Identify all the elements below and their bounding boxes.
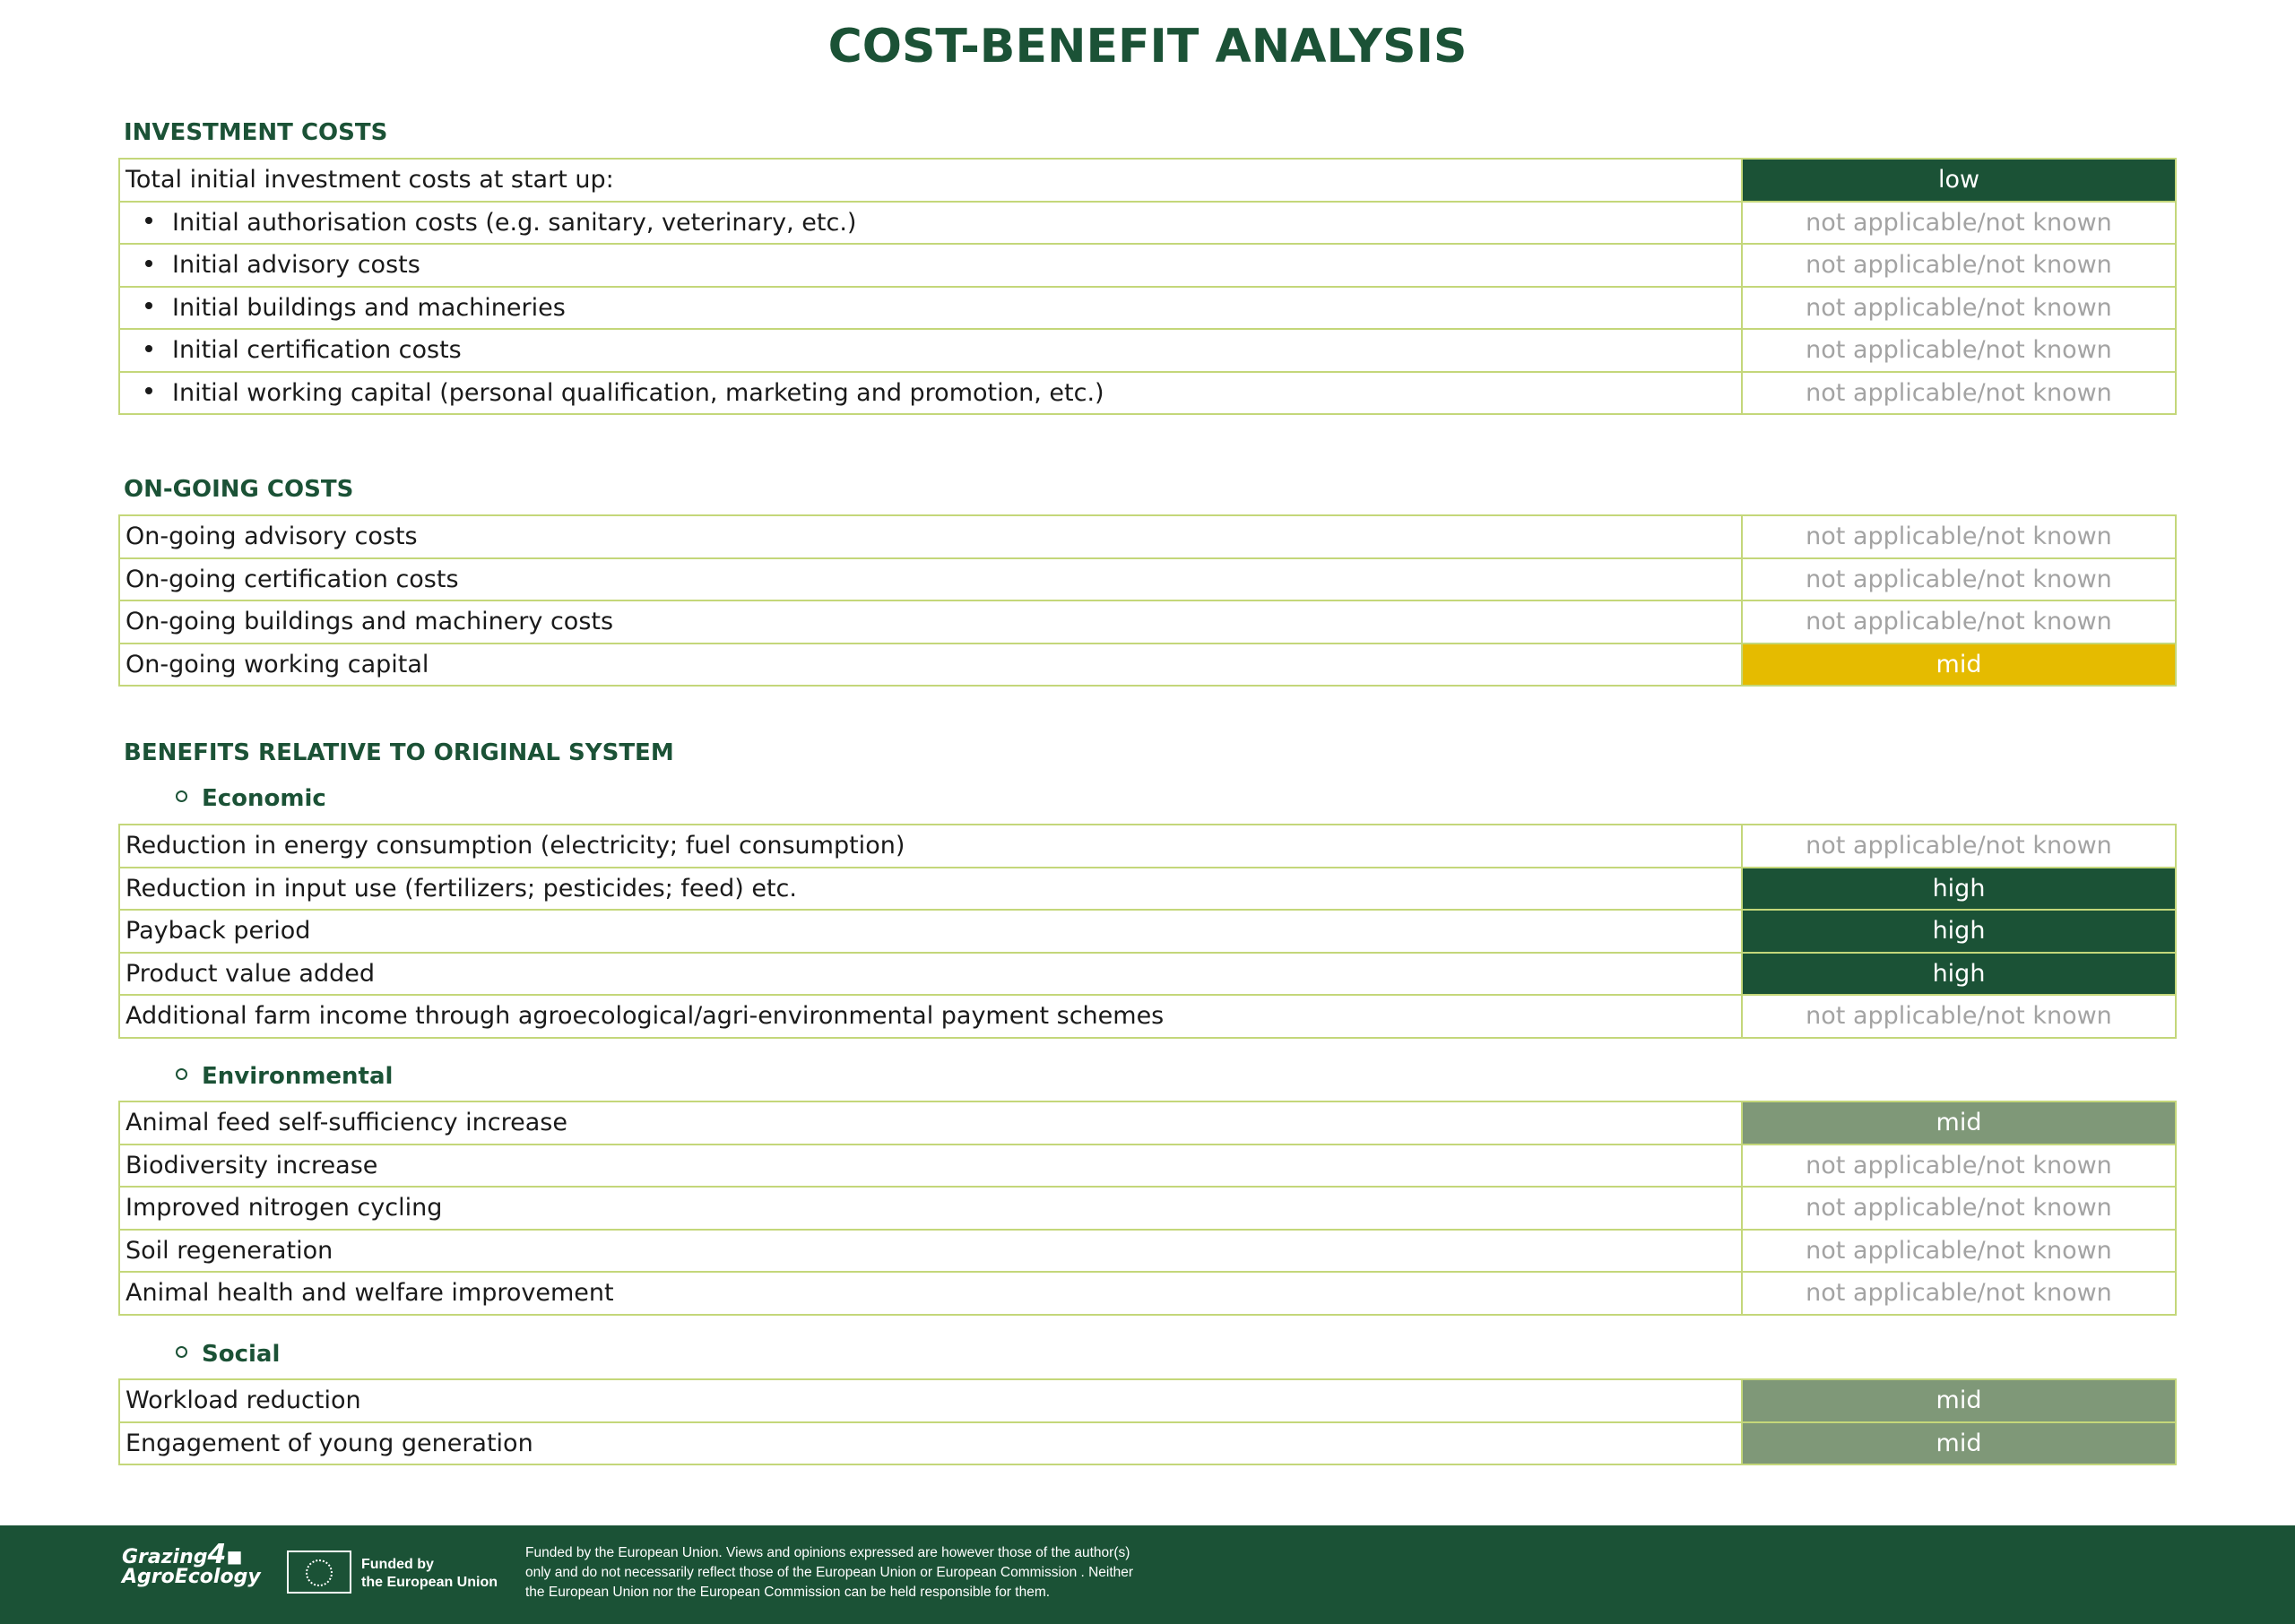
table-row — [119, 244, 2176, 287]
table-row — [119, 953, 2176, 996]
row-label — [119, 600, 1742, 644]
bullet-icon — [145, 345, 152, 352]
economic-subheading — [176, 785, 326, 812]
row-label — [119, 1379, 1742, 1422]
row-label — [119, 910, 1742, 953]
disclaimer-line1: Funded by the European Union. Views and opinions expressed are however those of the author(s) — [525, 1545, 1130, 1560]
row-label-text: Initial buildings and machineries — [172, 293, 566, 322]
circle-bullet-icon — [176, 1346, 187, 1358]
rating-cell: not applicable/not known — [1742, 287, 2176, 330]
rating-cell: mid — [1742, 1422, 2176, 1465]
table-row — [119, 372, 2176, 415]
bullet-icon — [145, 302, 152, 309]
rating-cell: not applicable/not known — [1742, 515, 2176, 558]
row-label-text: Improved nitrogen cycling — [126, 1194, 443, 1222]
environmental-benefits-table — [118, 1101, 2177, 1316]
row-label — [119, 1272, 1742, 1315]
row-label-text: Biodiversity increase — [126, 1151, 378, 1179]
investment-costs-heading: INVESTMENT COSTS — [124, 119, 388, 146]
table-row — [119, 1101, 2176, 1145]
rating-cell: high — [1742, 910, 2176, 953]
benefits-heading: BENEFITS RELATIVE TO ORIGINAL SYSTEM — [124, 739, 674, 766]
row-label — [119, 159, 1742, 202]
table-row — [119, 329, 2176, 372]
table-row — [119, 1145, 2176, 1188]
table-row — [119, 515, 2176, 558]
rating-cell: mid — [1742, 1101, 2176, 1145]
bullet-icon — [145, 217, 152, 224]
row-label — [119, 244, 1742, 287]
rating-cell: low — [1742, 159, 2176, 202]
rating-cell: not applicable/not known — [1742, 1187, 2176, 1230]
table-row — [119, 868, 2176, 911]
row-label-text: Product value added — [126, 959, 376, 988]
rating-cell: high — [1742, 953, 2176, 996]
row-label — [119, 1145, 1742, 1188]
table-row — [119, 202, 2176, 245]
row-label — [119, 287, 1742, 330]
logo-line1: Grazing — [122, 1546, 208, 1568]
environmental-subheading-label: Environmental — [202, 1063, 394, 1090]
table-row — [119, 825, 2176, 868]
table-row — [119, 1230, 2176, 1273]
rating-cell: not applicable/not known — [1742, 1145, 2176, 1188]
row-label — [119, 644, 1742, 687]
eu-line1: Funded by — [361, 1557, 434, 1572]
disclaimer-line2: only and do not necessarily reflect those of the European Union or European Commission . Neither — [525, 1565, 1134, 1580]
economic-subheading-label: Economic — [202, 785, 326, 812]
row-label-text: Soil regeneration — [126, 1236, 333, 1265]
row-label-text: Payback period — [126, 917, 311, 946]
row-label — [119, 1230, 1742, 1273]
table-row — [119, 287, 2176, 330]
row-label-text: Animal health and welfare improvement — [126, 1279, 614, 1308]
rating-cell: mid — [1742, 1379, 2176, 1422]
row-label — [119, 202, 1742, 245]
row-label-text: Reduction in energy consumption (electricity; fuel consumption) — [126, 832, 905, 860]
rating-cell: not applicable/not known — [1742, 244, 2176, 287]
social-subheading — [176, 1341, 280, 1368]
table-row — [119, 1187, 2176, 1230]
rating-cell: high — [1742, 868, 2176, 911]
eu-funding-label — [361, 1556, 498, 1592]
table-row — [119, 1422, 2176, 1465]
row-label — [119, 515, 1742, 558]
bullet-icon — [145, 387, 152, 394]
environmental-subheading — [176, 1063, 393, 1090]
table-row — [119, 910, 2176, 953]
bullet-icon — [145, 260, 152, 267]
table-row — [119, 995, 2176, 1038]
rating-cell: not applicable/not known — [1742, 1230, 2176, 1273]
rating-cell: not applicable/not known — [1742, 600, 2176, 644]
rating-cell: not applicable/not known — [1742, 558, 2176, 601]
row-label-text: On-going advisory costs — [126, 523, 418, 551]
page-title: COST-BENEFIT ANALYSIS — [827, 20, 1468, 73]
rating-cell: not applicable/not known — [1742, 329, 2176, 372]
row-label-text: Initial certification costs — [172, 336, 462, 365]
logo-number: 4 — [207, 1539, 227, 1570]
footer — [0, 1525, 2295, 1624]
row-label — [119, 1422, 1742, 1465]
row-label-text: Initial working capital (personal qualification, marketing and promotion, etc.) — [172, 378, 1104, 407]
ongoing-costs-table — [118, 514, 2177, 687]
ongoing-costs-heading: ON-GOING COSTS — [124, 476, 354, 503]
rating-cell: not applicable/not known — [1742, 825, 2176, 868]
eu-flag-icon — [287, 1551, 351, 1594]
rating-cell: not applicable/not known — [1742, 202, 2176, 245]
row-label-text: Additional farm income through agroecological/agri-environmental payment schemes — [126, 1002, 1165, 1031]
row-label — [119, 953, 1742, 996]
row-label — [119, 825, 1742, 868]
logo-line2: AgroEcology — [122, 1566, 261, 1588]
row-label — [119, 1187, 1742, 1230]
row-label-text: Engagement of young generation — [126, 1429, 533, 1457]
circle-bullet-icon — [176, 1068, 187, 1080]
row-label — [119, 1101, 1742, 1145]
row-label — [119, 329, 1742, 372]
row-label-text: Initial advisory costs — [172, 251, 420, 280]
grazing4agroecology-logo — [122, 1539, 261, 1588]
cow-icon: ◼ — [226, 1546, 243, 1568]
economic-benefits-table — [118, 824, 2177, 1039]
row-label-text: Total initial investment costs at start up: — [126, 166, 614, 194]
table-row — [119, 1379, 2176, 1422]
table-row — [119, 644, 2176, 687]
row-label — [119, 995, 1742, 1038]
row-label-text: Reduction in input use (fertilizers; pesticides; feed) etc. — [126, 874, 797, 903]
investment-costs-table — [118, 158, 2177, 415]
table-row — [119, 159, 2176, 202]
row-label-text: On-going working capital — [126, 650, 429, 678]
social-subheading-label: Social — [202, 1341, 281, 1368]
disclaimer-line3: the European Union nor the European Commission can be held responsible for them. — [525, 1585, 1051, 1600]
eu-disclaimer — [525, 1543, 1260, 1602]
table-row — [119, 1272, 2176, 1315]
social-benefits-table — [118, 1378, 2177, 1465]
rating-cell: not applicable/not known — [1742, 372, 2176, 415]
rating-cell: mid — [1742, 644, 2176, 687]
row-label-text: Workload reduction — [126, 1386, 361, 1415]
row-label — [119, 868, 1742, 911]
row-label-text: On-going buildings and machinery costs — [126, 608, 614, 636]
row-label-text: Initial authorisation costs (e.g. sanitary, veterinary, etc.) — [172, 208, 857, 237]
table-row — [119, 558, 2176, 601]
rating-cell: not applicable/not known — [1742, 995, 2176, 1038]
row-label-text: On-going certification costs — [126, 565, 459, 593]
row-label — [119, 372, 1742, 415]
row-label-text: Animal feed self-sufficiency increase — [126, 1109, 567, 1137]
eu-line2: the European Union — [361, 1575, 498, 1590]
circle-bullet-icon — [176, 790, 187, 802]
rating-cell: not applicable/not known — [1742, 1272, 2176, 1315]
table-row — [119, 600, 2176, 644]
row-label — [119, 558, 1742, 601]
